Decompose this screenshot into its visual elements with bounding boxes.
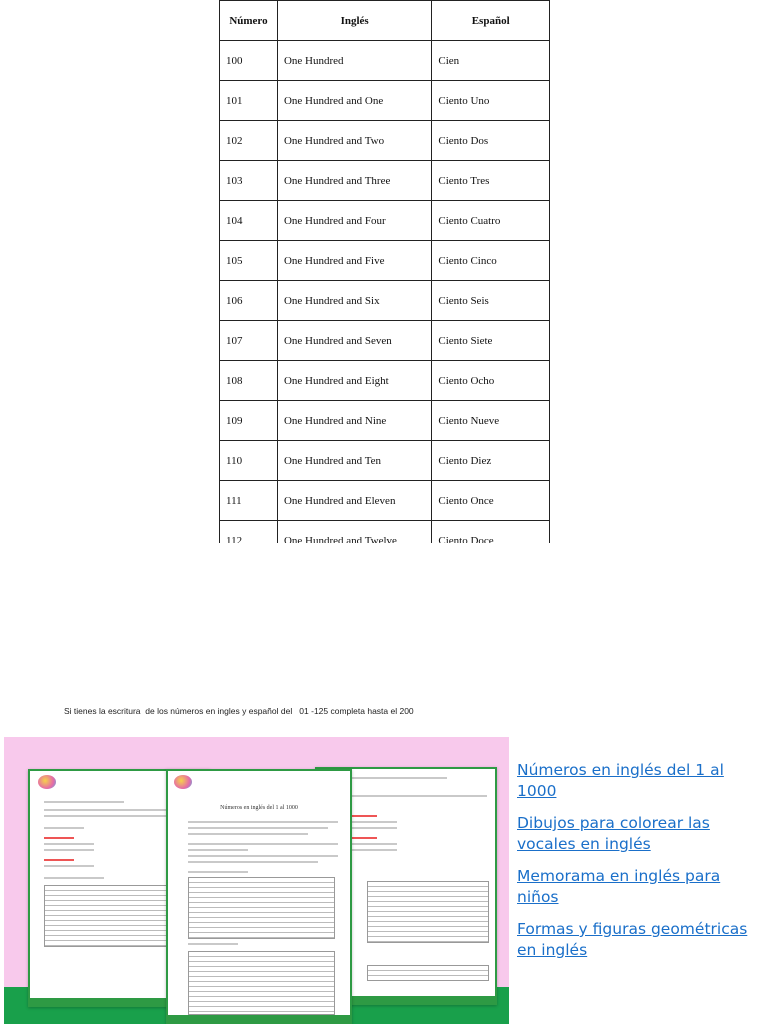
cell-spanish: Ciento Nueve	[432, 401, 550, 441]
cell-number: 105	[220, 241, 278, 281]
cell-spanish: Ciento Cinco	[432, 241, 550, 281]
cell-spanish: Ciento Seis	[432, 281, 550, 321]
table-row	[220, 441, 550, 481]
cell-spanish: Ciento Doce	[432, 521, 550, 544]
cell-number: 110	[220, 441, 278, 481]
cell-number: 106	[220, 281, 278, 321]
cell-spanish: Ciento Siete	[432, 321, 550, 361]
cell-number: 109	[220, 401, 278, 441]
cell-number: 108	[220, 361, 278, 401]
cell-spanish: Ciento Uno	[432, 81, 550, 121]
link-formas-figuras[interactable]: Formas y figuras geométricas en inglés	[517, 920, 748, 959]
table-thumbnail	[188, 951, 335, 1015]
table-row	[220, 161, 550, 201]
related-links	[517, 760, 757, 972]
table-thumbnail	[188, 877, 335, 939]
link-dibujos-vocales[interactable]: Dibujos para colorear las vocales en inglés	[517, 814, 710, 853]
cell-english: One Hundred and Ten	[277, 441, 431, 481]
cell-number: 112	[220, 521, 278, 544]
table-thumbnail	[367, 965, 489, 981]
cell-english: One Hundred and Four	[277, 201, 431, 241]
cell-spanish: Ciento Ocho	[432, 361, 550, 401]
worksheet-title: Números en inglés del 1 al 1000	[220, 805, 298, 811]
cell-english: One Hundred and Five	[277, 241, 431, 281]
table-header-row	[220, 1, 550, 41]
cell-spanish: Ciento Once	[432, 481, 550, 521]
cell-english: One Hundred and Twelve	[277, 521, 431, 544]
cell-number: 100	[220, 41, 278, 81]
cell-spanish: Ciento Cuatro	[432, 201, 550, 241]
table-row	[220, 361, 550, 401]
cell-number: 104	[220, 201, 278, 241]
cell-english: One Hundred and Six	[277, 281, 431, 321]
cell-english: One Hundred and Eleven	[277, 481, 431, 521]
table-row	[220, 201, 550, 241]
link-numeros-ingles[interactable]: Números en inglés del 1 al 1000	[517, 761, 724, 800]
table-row	[220, 281, 550, 321]
cell-english: One Hundred	[277, 41, 431, 81]
link-memorama-ingles[interactable]: Memorama en inglés para niños	[517, 867, 721, 906]
table-row	[220, 121, 550, 161]
worksheet-thumbnail-center	[166, 769, 352, 1024]
cell-number: 111	[220, 481, 278, 521]
header-ingles: Inglés	[277, 1, 431, 41]
table-row	[220, 321, 550, 361]
table-row	[220, 241, 550, 281]
cell-english: One Hundred and Two	[277, 121, 431, 161]
number-table-container	[219, 0, 551, 543]
table-row	[220, 481, 550, 521]
table-row	[220, 41, 550, 81]
caption-text: Si tienes la escritura de los números en ingles y español del 01 -125 completa hasta el 200	[64, 706, 414, 716]
cell-spanish: Ciento Diez	[432, 441, 550, 481]
cell-number: 102	[220, 121, 278, 161]
table-row	[220, 401, 550, 441]
cell-number: 103	[220, 161, 278, 201]
cell-english: One Hundred and Seven	[277, 321, 431, 361]
number-table	[219, 0, 550, 543]
logo-icon	[38, 775, 56, 789]
worksheet-preview-image[interactable]	[4, 737, 509, 1024]
table-row	[220, 81, 550, 121]
header-numero: Número	[220, 1, 278, 41]
table-thumbnail	[367, 881, 489, 943]
cell-english: One Hundred and Three	[277, 161, 431, 201]
cell-spanish: Cien	[432, 41, 550, 81]
cell-english: One Hundred and One	[277, 81, 431, 121]
logo-icon	[174, 775, 192, 789]
cell-english: One Hundred and Nine	[277, 401, 431, 441]
cell-spanish: Ciento Tres	[432, 161, 550, 201]
cell-number: 107	[220, 321, 278, 361]
table-row	[220, 521, 550, 544]
cell-english: One Hundred and Eight	[277, 361, 431, 401]
cell-number: 101	[220, 81, 278, 121]
header-espanol: Español	[432, 1, 550, 41]
cell-spanish: Ciento Dos	[432, 121, 550, 161]
